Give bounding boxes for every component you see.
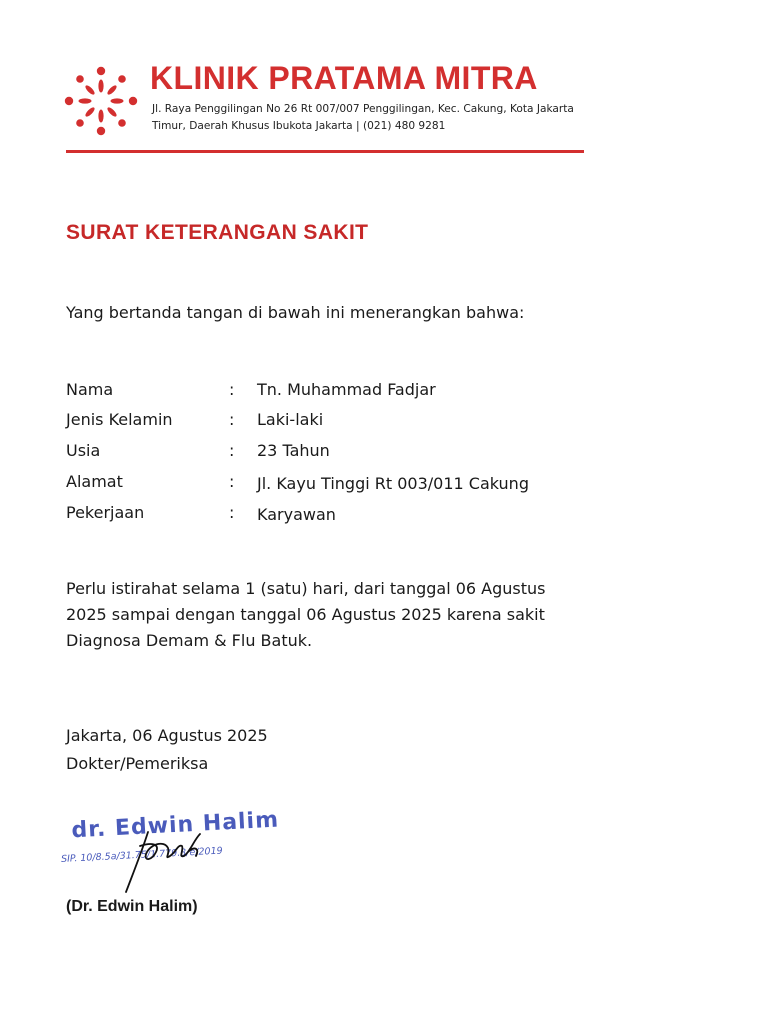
signer-name: (Dr. Edwin Halim) — [66, 898, 198, 915]
field-value-jenis-kelamin: Laki-laki — [257, 410, 324, 429]
field-label-usia: Usia — [66, 441, 101, 460]
stamp-name: dr. Edwin Halim — [70, 807, 280, 844]
field-label-alamat: Alamat — [66, 472, 123, 491]
doctor-stamp-with-signature — [60, 796, 290, 896]
field-value-nama: Tn. Muhammad Fadjar — [257, 380, 436, 399]
intro-text: Yang bertanda tangan di bawah ini menerangkan bahwa: — [66, 303, 525, 322]
handwritten-signature — [126, 832, 200, 892]
clinic-name: KLINIK PRATAMA MITRA — [150, 60, 538, 96]
signer-role: Dokter/Pemeriksa — [66, 754, 209, 773]
field-value-pekerjaan: Karyawan — [257, 505, 336, 524]
field-separator: : — [229, 472, 235, 491]
field-label-nama: Nama — [66, 380, 114, 399]
stamp-license: SIP. 10/8.5a/31.75/1.779.3/e/2019 — [60, 845, 223, 865]
field-label-pekerjaan: Pekerjaan — [66, 503, 145, 522]
place-date: Jakarta, 06 Agustus 2025 — [66, 726, 268, 745]
header-divider — [66, 150, 584, 153]
field-value-alamat: Jl. Kayu Tinggi Rt 003/011 Cakung — [257, 474, 529, 493]
field-separator: : — [229, 503, 235, 522]
field-separator: : — [229, 380, 235, 399]
document-title: SURAT KETERANGAN SAKIT — [66, 221, 369, 244]
field-value-usia: 23 Tahun — [257, 441, 330, 460]
field-separator: : — [229, 441, 235, 460]
field-label-jenis-kelamin: Jenis Kelamin — [66, 410, 173, 429]
field-separator: : — [229, 410, 235, 429]
clinic-address: Jl. Raya Penggilingan No 26 Rt 007/007 Penggilingan, Kec. Cakung, Kota Jakarta Timur, Daerah Khusus Ibukota Jakarta | (021) 480 9281 — [152, 103, 574, 132]
rest-statement: Perlu istirahat selama 1 (satu) hari, dari tanggal 06 Agustus 2025 sampai dengan tanggal 06 Agustus 2025 karena sakit Diagnosa Demam & Flu Batuk. — [66, 579, 546, 650]
clinic-logo-icon — [64, 66, 138, 136]
